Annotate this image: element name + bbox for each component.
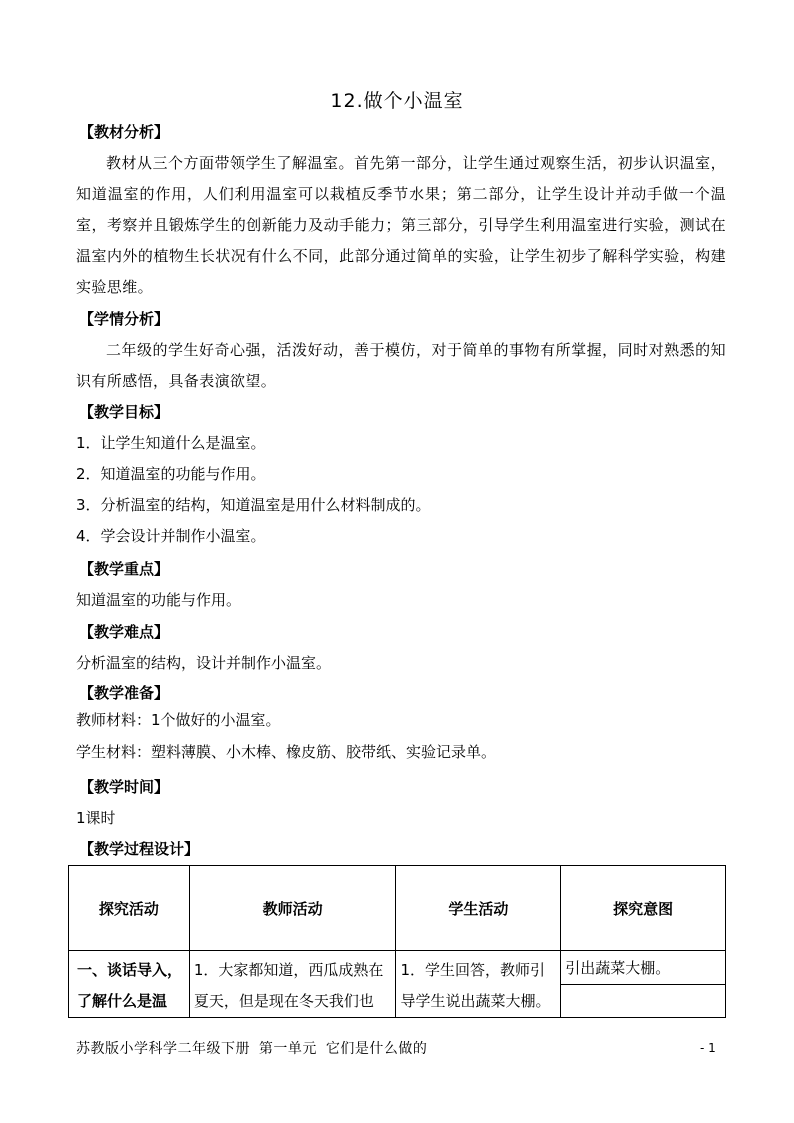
section-heading-key: 【教学重点】 <box>79 560 170 578</box>
prep-student-text: 学生材料：塑料薄膜、小木棒、橡皮筋、胶带纸、实验记录单。 <box>76 743 497 761</box>
section-heading-time: 【教学时间】 <box>79 778 170 796</box>
students-text: 二年级的学生好奇心强，活泼好动，善于模仿，对于简单的事物有所掌握，同时对熟悉的知识有所感悟，具备表演欲望。 <box>76 341 726 390</box>
page-number: - 1 <box>700 1041 716 1055</box>
table-cell-empty <box>561 985 726 1018</box>
prep-teacher-text: 教师材料：1个做好的小温室。 <box>76 711 281 729</box>
process-table <box>68 865 726 1018</box>
table-cell-student <box>396 951 561 1018</box>
table-cell-teacher <box>189 951 396 1018</box>
table-cell-intent <box>561 951 726 985</box>
analysis-text: 教材从三个方面带领学生了解温室。首先第一部分，让学生通过观察生活，初步认识温室，知道温室的作用，人们利用温室可以栽植反季节水果；第二部分，让学生设计并动手做一个温室，考察并且锻炼学生的创新能力及动手能力；第三部分，引导学生利用温室进行实验，测试在温室内外的植物生长状况有什么不同，此部分通过简单的实验，让学生初步了解科学实验，构建实验思维。 <box>76 154 726 296</box>
table-header-cell: 学生活动 <box>396 866 561 951</box>
section-heading-analysis: 【教材分析】 <box>79 123 170 141</box>
page-footer: 苏教版小学科学二年级下册 第一单元 它们是什么做的 <box>76 1041 428 1057</box>
section-heading-process: 【教学过程设计】 <box>79 840 200 858</box>
goal-item: 4．学会设计并制作小温室。 <box>76 527 266 545</box>
analysis-paragraph <box>76 148 726 303</box>
teacher-activity-text: 1．大家都知道，西瓜成熟在夏天，但是现在冬天我们也 <box>193 961 384 1010</box>
table-header-cell: 探究活动 <box>69 866 190 951</box>
student-activity-text: 1．学生回答，教师引导学生说出蔬菜大棚。 <box>400 961 551 1010</box>
section-heading-students: 【学情分析】 <box>79 310 170 328</box>
goal-item: 1．让学生知道什么是温室。 <box>76 434 266 452</box>
goal-item: 2．知道温室的功能与作用。 <box>76 465 266 483</box>
students-paragraph <box>76 335 726 397</box>
table-row <box>69 951 726 985</box>
section-heading-prep: 【教学准备】 <box>79 684 170 702</box>
table-header-cell: 教师活动 <box>189 866 396 951</box>
activity-text: 一、谈话导入，了解什么是温 <box>77 961 183 1010</box>
difficulty-text: 分析温室的结构，设计并制作小温室。 <box>76 654 332 672</box>
table-header-cell: 探究意图 <box>561 866 726 951</box>
section-heading-difficulty: 【教学难点】 <box>79 623 170 641</box>
goal-item: 3．分析温室的结构，知道温室是用什么材料制成的。 <box>76 496 431 514</box>
section-heading-goals: 【教学目标】 <box>79 403 170 421</box>
intent-text: 引出蔬菜大棚。 <box>565 959 671 977</box>
document-title: 12.做个小温室 <box>330 90 464 112</box>
table-header-row <box>69 866 726 951</box>
table-cell-activity <box>69 951 190 1018</box>
time-text: 1课时 <box>76 809 116 827</box>
key-text: 知道温室的功能与作用。 <box>76 591 242 609</box>
